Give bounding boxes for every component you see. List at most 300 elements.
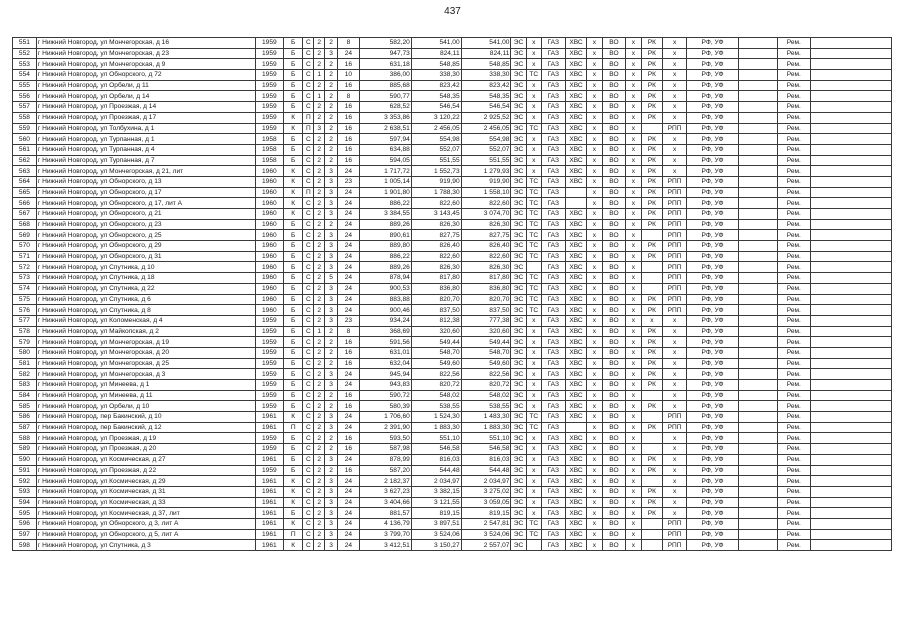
cell-total-area: 1 901,80 bbox=[359, 187, 411, 198]
cell-stairwells: 2 bbox=[314, 497, 325, 508]
cell-extra-2 bbox=[810, 48, 891, 59]
cell-status: Рем. bbox=[778, 187, 811, 198]
cell-build-year: 1959 bbox=[255, 80, 283, 91]
cell-util-hot-water: х bbox=[587, 486, 602, 497]
cell-wall-type: П bbox=[303, 187, 314, 198]
cell-util-lift: х bbox=[663, 80, 687, 91]
cell-total-area: 886,22 bbox=[359, 251, 411, 262]
cell-extra-1 bbox=[739, 155, 778, 166]
cell-residential-area: 826,30 bbox=[461, 219, 511, 230]
table-row bbox=[13, 273, 892, 284]
cell-extra-1 bbox=[739, 251, 778, 262]
cell-util-heating: ТС bbox=[526, 241, 541, 252]
cell-util-sewer: ВО bbox=[602, 401, 626, 412]
cell-util-lift: РПП bbox=[663, 230, 687, 241]
cell-build-year: 1959 bbox=[255, 48, 283, 59]
cell-living-area: 819,15 bbox=[411, 508, 461, 519]
cell-util-lift: х bbox=[663, 380, 687, 391]
cell-apartments: 24 bbox=[338, 540, 360, 551]
cell-util-roof: РК bbox=[641, 112, 663, 123]
cell-total-area: 582,20 bbox=[359, 38, 411, 49]
cell-util-hot-water: х bbox=[587, 198, 602, 209]
cell-build-year: 1959 bbox=[255, 102, 283, 113]
cell-extra-1 bbox=[739, 262, 778, 273]
cell-residential-area: 548,85 bbox=[461, 59, 511, 70]
cell-util-lift: х bbox=[663, 315, 687, 326]
cell-floors: 3 bbox=[325, 176, 338, 187]
cell-row-number: 580 bbox=[13, 347, 37, 358]
cell-stairwells: 2 bbox=[314, 219, 325, 230]
cell-address: г Нижний Новгород, ул Обнорского, д 3, лит А bbox=[36, 518, 255, 529]
cell-util-heating: ТС bbox=[526, 219, 541, 230]
cell-util-heating: х bbox=[526, 155, 541, 166]
cell-address: г Нижний Новгород, ул Космическая, д 27 bbox=[36, 454, 255, 465]
cell-floors: 2 bbox=[325, 144, 338, 155]
cell-util-misc: х bbox=[626, 144, 641, 155]
cell-stairwells: 2 bbox=[314, 337, 325, 348]
cell-util-sewer: ВО bbox=[602, 454, 626, 465]
cell-build-year: 1960 bbox=[255, 176, 283, 187]
cell-extra-1 bbox=[739, 476, 778, 487]
cell-util-heating: ТС bbox=[526, 198, 541, 209]
cell-util-hot-water: х bbox=[587, 38, 602, 49]
cell-total-area: 883,88 bbox=[359, 294, 411, 305]
cell-address: г Нижний Новгород, ул Мончегорская, д 16 bbox=[36, 38, 255, 49]
cell-util-lift: х bbox=[663, 326, 687, 337]
cell-address: г Нижний Новгород, ул Проезжая, д 14 bbox=[36, 102, 255, 113]
cell-extra-1 bbox=[739, 412, 778, 423]
cell-apartments: 24 bbox=[338, 230, 360, 241]
cell-status: Рем. bbox=[778, 337, 811, 348]
cell-residential-area: 826,30 bbox=[461, 262, 511, 273]
cell-build-year: 1959 bbox=[255, 59, 283, 70]
cell-apartments: 24 bbox=[338, 283, 360, 294]
cell-util-electric: ЭС bbox=[511, 380, 526, 391]
cell-address: г Нижний Новгород, пер Бакинский, д 10 bbox=[36, 412, 255, 423]
cell-util-misc: х bbox=[626, 219, 641, 230]
cell-row-number: 560 bbox=[13, 134, 37, 145]
cell-build-year: 1961 bbox=[255, 497, 283, 508]
cell-util-electric: ЭС bbox=[511, 422, 526, 433]
cell-util-roof: х bbox=[641, 315, 663, 326]
table-row bbox=[13, 48, 892, 59]
cell-wall-type: С bbox=[303, 412, 314, 423]
cell-util-lift: х bbox=[663, 433, 687, 444]
cell-util-lift: РПП bbox=[663, 273, 687, 284]
cell-extra-2 bbox=[810, 347, 891, 358]
cell-util-cold-water: ХВС bbox=[565, 70, 587, 81]
cell-stairwells: 2 bbox=[314, 315, 325, 326]
cell-util-lift: х bbox=[663, 112, 687, 123]
cell-util-misc: х bbox=[626, 518, 641, 529]
cell-extra-1 bbox=[739, 80, 778, 91]
cell-util-heating: х bbox=[526, 401, 541, 412]
cell-util-lift: РПП bbox=[663, 529, 687, 540]
cell-util-cold-water: ХВС bbox=[565, 305, 587, 316]
cell-extra-1 bbox=[739, 38, 778, 49]
cell-extra-2 bbox=[810, 70, 891, 81]
cell-build-year: 1961 bbox=[255, 518, 283, 529]
cell-util-gas: ГАЗ bbox=[541, 251, 565, 262]
cell-stairwells: 2 bbox=[314, 540, 325, 551]
cell-apartments: 8 bbox=[338, 326, 360, 337]
cell-apartments: 24 bbox=[338, 262, 360, 273]
cell-util-hot-water: х bbox=[587, 529, 602, 540]
cell-wall-type: С bbox=[303, 70, 314, 81]
cell-fund-method: РФ, УФ bbox=[687, 305, 739, 316]
cell-row-number: 588 bbox=[13, 433, 37, 444]
cell-util-sewer: ВО bbox=[602, 112, 626, 123]
cell-build-year: 1959 bbox=[255, 326, 283, 337]
cell-extra-2 bbox=[810, 476, 891, 487]
cell-residential-area: 837,50 bbox=[461, 305, 511, 316]
cell-util-heating: х bbox=[526, 497, 541, 508]
cell-wall-material: Б bbox=[283, 508, 303, 519]
cell-status: Рем. bbox=[778, 102, 811, 113]
cell-util-misc: х bbox=[626, 102, 641, 113]
cell-extra-1 bbox=[739, 48, 778, 59]
cell-extra-1 bbox=[739, 454, 778, 465]
cell-wall-material: К bbox=[283, 176, 303, 187]
cell-util-electric: ЭС bbox=[511, 326, 526, 337]
cell-util-electric: ЭС bbox=[511, 454, 526, 465]
cell-stairwells: 2 bbox=[314, 155, 325, 166]
cell-apartments: 16 bbox=[338, 465, 360, 476]
cell-util-cold-water: ХВС bbox=[565, 358, 587, 369]
cell-wall-type: С bbox=[303, 102, 314, 113]
cell-util-roof bbox=[641, 433, 663, 444]
cell-total-area: 1 717,72 bbox=[359, 166, 411, 177]
cell-total-area: 881,57 bbox=[359, 508, 411, 519]
cell-util-roof: РК bbox=[641, 144, 663, 155]
cell-util-misc: х bbox=[626, 38, 641, 49]
cell-util-lift: х bbox=[663, 444, 687, 455]
cell-floors: 3 bbox=[325, 198, 338, 209]
cell-fund-method: РФ, УФ bbox=[687, 529, 739, 540]
cell-util-gas: ГАЗ bbox=[541, 70, 565, 81]
cell-status: Рем. bbox=[778, 433, 811, 444]
cell-util-heating: х bbox=[526, 48, 541, 59]
cell-util-roof bbox=[641, 476, 663, 487]
cell-util-cold-water: ХВС bbox=[565, 294, 587, 305]
cell-address: г Нижний Новгород, ул Обнорского, д 72 bbox=[36, 70, 255, 81]
cell-wall-material: Б bbox=[283, 347, 303, 358]
cell-util-sewer: ВО bbox=[602, 476, 626, 487]
cell-util-electric: ЭС bbox=[511, 166, 526, 177]
cell-wall-type: С bbox=[303, 529, 314, 540]
cell-util-gas: ГАЗ bbox=[541, 144, 565, 155]
cell-status: Рем. bbox=[778, 166, 811, 177]
cell-util-cold-water: ХВС bbox=[565, 144, 587, 155]
cell-fund-method: РФ, УФ bbox=[687, 347, 739, 358]
table-row bbox=[13, 326, 892, 337]
cell-util-gas: ГАЗ bbox=[541, 305, 565, 316]
cell-total-area: 1 005,14 bbox=[359, 176, 411, 187]
cell-wall-type: П bbox=[303, 123, 314, 134]
cell-fund-method: РФ, УФ bbox=[687, 59, 739, 70]
cell-util-heating: х bbox=[526, 486, 541, 497]
table-row bbox=[13, 305, 892, 316]
cell-util-roof: РК bbox=[641, 454, 663, 465]
cell-util-heating: ТС bbox=[526, 529, 541, 540]
cell-util-gas: ГАЗ bbox=[541, 294, 565, 305]
cell-util-hot-water: х bbox=[587, 283, 602, 294]
cell-util-heating: х bbox=[526, 508, 541, 519]
cell-extra-1 bbox=[739, 358, 778, 369]
table-row bbox=[13, 380, 892, 391]
cell-total-area: 878,94 bbox=[359, 273, 411, 284]
cell-apartments: 8 bbox=[338, 91, 360, 102]
cell-util-roof bbox=[641, 123, 663, 134]
cell-util-lift: РПП bbox=[663, 198, 687, 209]
cell-util-misc: х bbox=[626, 283, 641, 294]
cell-util-cold-water: ХВС bbox=[565, 176, 587, 187]
table-row bbox=[13, 112, 892, 123]
cell-util-heating: х bbox=[526, 465, 541, 476]
cell-util-electric: ЭС bbox=[511, 476, 526, 487]
cell-apartments: 16 bbox=[338, 155, 360, 166]
table-row bbox=[13, 497, 892, 508]
table-row bbox=[13, 358, 892, 369]
cell-extra-2 bbox=[810, 273, 891, 284]
cell-fund-method: РФ, УФ bbox=[687, 369, 739, 380]
cell-util-cold-water: ХВС bbox=[565, 518, 587, 529]
cell-util-electric: ЭС bbox=[511, 102, 526, 113]
cell-wall-type: С bbox=[303, 347, 314, 358]
cell-floors: 3 bbox=[325, 486, 338, 497]
cell-util-lift: х bbox=[663, 508, 687, 519]
cell-stairwells: 2 bbox=[314, 358, 325, 369]
cell-living-area: 548,02 bbox=[411, 390, 461, 401]
cell-stairwells: 2 bbox=[314, 198, 325, 209]
cell-util-electric: ЭС bbox=[511, 497, 526, 508]
cell-living-area: 3 120,22 bbox=[411, 112, 461, 123]
cell-util-misc: х bbox=[626, 476, 641, 487]
cell-extra-2 bbox=[810, 486, 891, 497]
cell-status: Рем. bbox=[778, 230, 811, 241]
cell-address: г Нижний Новгород, ул Майкопская, д 2 bbox=[36, 326, 255, 337]
cell-apartments: 23 bbox=[338, 176, 360, 187]
cell-util-lift: РПП bbox=[663, 305, 687, 316]
cell-status: Рем. bbox=[778, 112, 811, 123]
cell-util-electric: ЭС bbox=[511, 112, 526, 123]
cell-address: г Нижний Новгород, ул Проезжая, д 22 bbox=[36, 465, 255, 476]
cell-floors: 5 bbox=[325, 273, 338, 284]
cell-util-heating: ТС bbox=[526, 230, 541, 241]
cell-util-lift: РПП bbox=[663, 209, 687, 220]
cell-util-gas: ГАЗ bbox=[541, 444, 565, 455]
cell-extra-1 bbox=[739, 273, 778, 284]
cell-extra-2 bbox=[810, 433, 891, 444]
cell-row-number: 566 bbox=[13, 198, 37, 209]
cell-row-number: 559 bbox=[13, 123, 37, 134]
cell-util-cold-water: ХВС bbox=[565, 38, 587, 49]
cell-wall-type: С bbox=[303, 497, 314, 508]
cell-util-hot-water: х bbox=[587, 422, 602, 433]
cell-fund-method: РФ, УФ bbox=[687, 337, 739, 348]
cell-util-gas: ГАЗ bbox=[541, 454, 565, 465]
cell-stairwells: 1 bbox=[314, 70, 325, 81]
cell-util-lift: х bbox=[663, 486, 687, 497]
cell-total-area: 2 182,37 bbox=[359, 476, 411, 487]
cell-wall-type: С bbox=[303, 390, 314, 401]
table-row bbox=[13, 518, 892, 529]
cell-residential-area: 548,35 bbox=[461, 91, 511, 102]
cell-util-hot-water: х bbox=[587, 70, 602, 81]
cell-total-area: 1 706,60 bbox=[359, 412, 411, 423]
cell-util-lift: РПП bbox=[663, 294, 687, 305]
cell-util-sewer: ВО bbox=[602, 251, 626, 262]
table-row bbox=[13, 422, 892, 433]
cell-util-heating: х bbox=[526, 144, 541, 155]
cell-floors: 2 bbox=[325, 155, 338, 166]
cell-extra-2 bbox=[810, 380, 891, 391]
cell-floors: 3 bbox=[325, 241, 338, 252]
cell-util-sewer: ВО bbox=[602, 465, 626, 476]
cell-address: г Нижний Новгород, ул Спутника, д 8 bbox=[36, 305, 255, 316]
cell-living-area: 541,00 bbox=[411, 38, 461, 49]
cell-util-cold-water: ХВС bbox=[565, 251, 587, 262]
table-row bbox=[13, 155, 892, 166]
cell-wall-type: С bbox=[303, 48, 314, 59]
table-row bbox=[13, 209, 892, 220]
cell-extra-2 bbox=[810, 294, 891, 305]
cell-residential-area: 816,03 bbox=[461, 454, 511, 465]
cell-apartments: 16 bbox=[338, 59, 360, 70]
cell-stairwells: 2 bbox=[314, 209, 325, 220]
cell-util-misc: х bbox=[626, 529, 641, 540]
cell-residential-area: 544,48 bbox=[461, 465, 511, 476]
cell-living-area: 827,75 bbox=[411, 230, 461, 241]
table-row bbox=[13, 123, 892, 134]
cell-fund-method: РФ, УФ bbox=[687, 166, 739, 177]
cell-util-gas: ГАЗ bbox=[541, 369, 565, 380]
cell-util-cold-water: ХВС bbox=[565, 401, 587, 412]
cell-address: г Нижний Новгород, ул Спутника, д 6 bbox=[36, 294, 255, 305]
cell-util-heating: х bbox=[526, 102, 541, 113]
cell-row-number: 591 bbox=[13, 465, 37, 476]
cell-apartments: 23 bbox=[338, 315, 360, 326]
cell-util-misc: х bbox=[626, 187, 641, 198]
cell-address: г Нижний Новгород, ул Мончегорская, д 25 bbox=[36, 358, 255, 369]
cell-apartments: 16 bbox=[338, 444, 360, 455]
cell-wall-material: Б bbox=[283, 315, 303, 326]
cell-stairwells: 2 bbox=[314, 38, 325, 49]
cell-living-area: 919,90 bbox=[411, 176, 461, 187]
cell-util-misc: х bbox=[626, 454, 641, 465]
cell-util-hot-water: х bbox=[587, 380, 602, 391]
cell-extra-2 bbox=[810, 337, 891, 348]
cell-util-lift: РПП bbox=[663, 422, 687, 433]
cell-floors: 2 bbox=[325, 38, 338, 49]
cell-wall-material: Б bbox=[283, 390, 303, 401]
cell-wall-type: С bbox=[303, 283, 314, 294]
cell-util-roof: РК bbox=[641, 380, 663, 391]
cell-residential-area: 2 456,05 bbox=[461, 123, 511, 134]
cell-row-number: 592 bbox=[13, 476, 37, 487]
cell-util-cold-water: ХВС bbox=[565, 262, 587, 273]
cell-extra-2 bbox=[810, 209, 891, 220]
cell-util-electric: ЭС bbox=[511, 262, 526, 273]
cell-residential-area: 919,90 bbox=[461, 176, 511, 187]
cell-util-gas: ГАЗ bbox=[541, 262, 565, 273]
table-row bbox=[13, 38, 892, 49]
cell-extra-1 bbox=[739, 529, 778, 540]
cell-util-electric: ЭС bbox=[511, 48, 526, 59]
cell-residential-area: 551,55 bbox=[461, 155, 511, 166]
cell-util-heating: х bbox=[526, 38, 541, 49]
cell-util-cold-water: ХВС bbox=[565, 59, 587, 70]
cell-residential-area: 823,42 bbox=[461, 80, 511, 91]
cell-util-cold-water: ХВС bbox=[565, 209, 587, 220]
cell-util-electric: ЭС bbox=[511, 144, 526, 155]
cell-extra-1 bbox=[739, 209, 778, 220]
cell-util-cold-water: ХВС bbox=[565, 497, 587, 508]
cell-row-number: 593 bbox=[13, 486, 37, 497]
cell-util-gas: ГАЗ bbox=[541, 176, 565, 187]
cell-util-sewer: ВО bbox=[602, 80, 626, 91]
cell-floors: 3 bbox=[325, 422, 338, 433]
cell-util-hot-water: х bbox=[587, 390, 602, 401]
cell-util-heating: х bbox=[526, 166, 541, 177]
cell-wall-type: С bbox=[303, 369, 314, 380]
cell-util-cold-water: ХВС bbox=[565, 91, 587, 102]
cell-util-cold-water: ХВС bbox=[565, 112, 587, 123]
cell-floors: 3 bbox=[325, 166, 338, 177]
cell-wall-material: Б bbox=[283, 48, 303, 59]
cell-util-misc: х bbox=[626, 230, 641, 241]
cell-total-area: 597,94 bbox=[359, 134, 411, 145]
cell-total-area: 2 391,90 bbox=[359, 422, 411, 433]
cell-stairwells: 2 bbox=[314, 241, 325, 252]
cell-util-heating: х bbox=[526, 454, 541, 465]
cell-extra-2 bbox=[810, 144, 891, 155]
cell-wall-type: С bbox=[303, 209, 314, 220]
cell-util-cold-water: ХВС bbox=[565, 283, 587, 294]
cell-fund-method: РФ, УФ bbox=[687, 390, 739, 401]
cell-wall-type: С bbox=[303, 315, 314, 326]
cell-build-year: 1960 bbox=[255, 273, 283, 284]
cell-extra-1 bbox=[739, 241, 778, 252]
cell-address: г Нижний Новгород, ул Толбухина, д 1 bbox=[36, 123, 255, 134]
cell-wall-type: С bbox=[303, 337, 314, 348]
cell-util-gas: ГАЗ bbox=[541, 380, 565, 391]
cell-util-heating: ТС bbox=[526, 294, 541, 305]
cell-util-cold-water: ХВС bbox=[565, 326, 587, 337]
cell-build-year: 1960 bbox=[255, 251, 283, 262]
cell-util-gas: ГАЗ bbox=[541, 230, 565, 241]
cell-floors: 2 bbox=[325, 91, 338, 102]
cell-total-area: 590,72 bbox=[359, 390, 411, 401]
cell-residential-area: 1 558,10 bbox=[461, 187, 511, 198]
cell-extra-2 bbox=[810, 134, 891, 145]
cell-address: г Нижний Новгород, ул Турпанная, д 1 bbox=[36, 134, 255, 145]
cell-util-electric: ЭС bbox=[511, 80, 526, 91]
cell-status: Рем. bbox=[778, 486, 811, 497]
cell-row-number: 551 bbox=[13, 38, 37, 49]
cell-stairwells: 2 bbox=[314, 251, 325, 262]
cell-build-year: 1959 bbox=[255, 112, 283, 123]
cell-apartments: 16 bbox=[338, 358, 360, 369]
cell-address: г Нижний Новгород, ул Коломенская, д 4 bbox=[36, 315, 255, 326]
cell-residential-area: 820,72 bbox=[461, 380, 511, 391]
cell-util-sewer: ВО bbox=[602, 518, 626, 529]
cell-util-misc: х bbox=[626, 80, 641, 91]
cell-apartments: 16 bbox=[338, 433, 360, 444]
table-row bbox=[13, 102, 892, 113]
cell-extra-1 bbox=[739, 326, 778, 337]
cell-status: Рем. bbox=[778, 38, 811, 49]
